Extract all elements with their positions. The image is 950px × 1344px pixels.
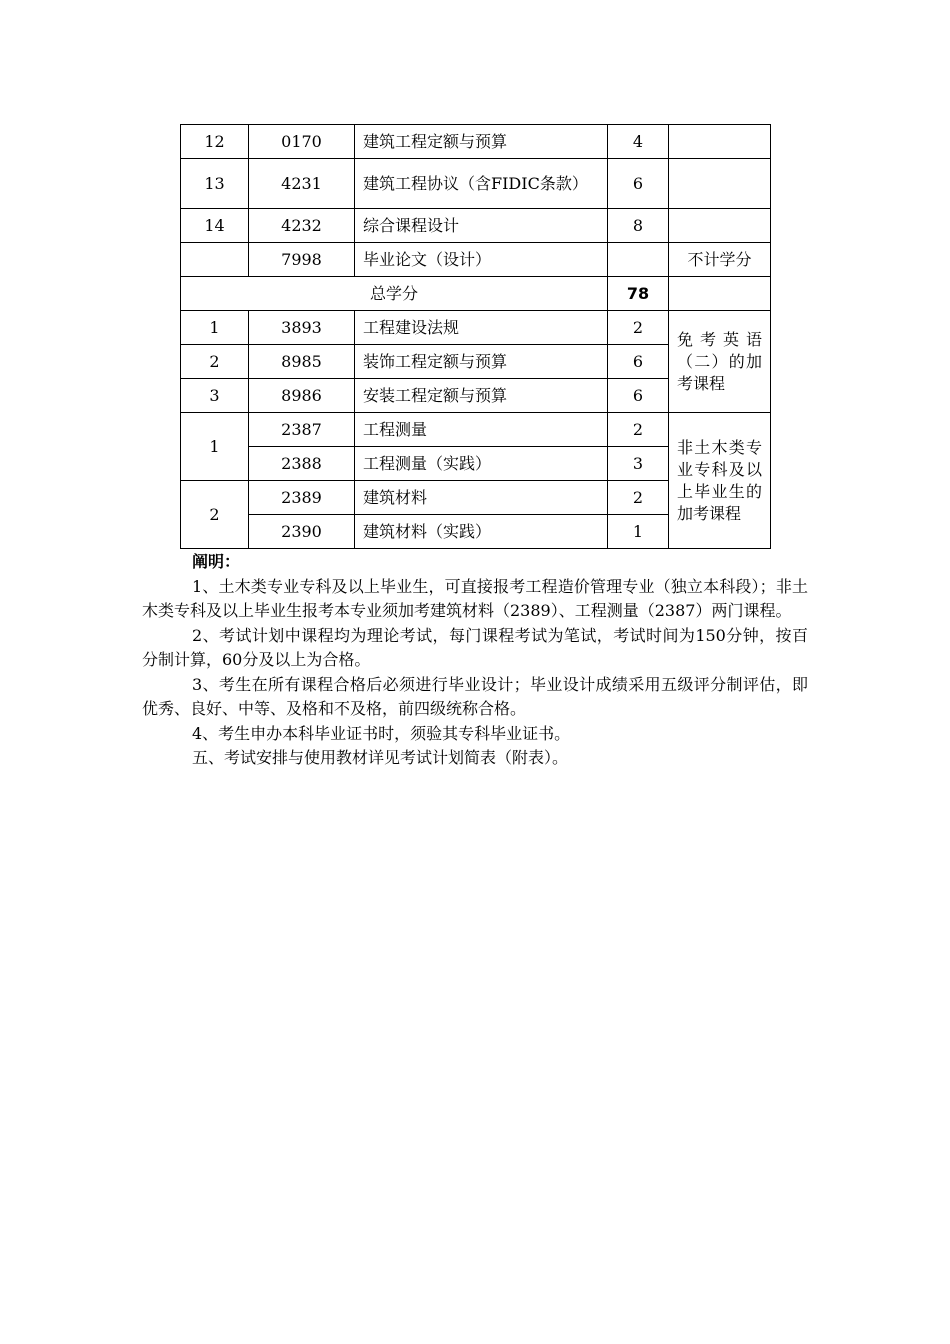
course-code: 8985	[249, 345, 355, 379]
course-name: 毕业论文（设计）	[355, 243, 608, 277]
english-exemption-note: 免考英语（二）的加考课程	[669, 311, 771, 413]
course-name: 建筑工程协议（含FIDIC条款）	[355, 159, 608, 209]
total-credits-value: 78	[608, 277, 669, 311]
course-code: 2390	[249, 515, 355, 549]
total-credits-label: 总学分	[181, 277, 608, 311]
table-row	[181, 311, 771, 345]
course-credit: 2	[608, 311, 669, 345]
course-credit: 2	[608, 413, 669, 447]
course-credit: 1	[608, 515, 669, 549]
notes-section	[142, 550, 808, 771]
course-note: 不计学分	[669, 243, 771, 277]
table-row	[181, 125, 771, 159]
course-note	[669, 159, 771, 209]
course-code: 3893	[249, 311, 355, 345]
total-credits-note	[669, 277, 771, 311]
course-name: 建筑材料	[355, 481, 608, 515]
note-paragraph: 1、土木类专业专科及以上毕业生，可直接报考工程造价管理专业（独立本科段）；非土木类专科及以上毕业生报考本专业须加考建筑材料（2389）、工程测量（2387）两门课程。	[142, 576, 808, 620]
note-paragraph: 3、考生在所有课程合格后必须进行毕业设计；毕业设计成绩采用五级评分制评估，即优秀、良好、中等、及格和不及格，前四级统称合格。	[142, 674, 808, 718]
course-code: 2387	[249, 413, 355, 447]
course-name: 建筑工程定额与预算	[355, 125, 608, 159]
course-code: 2388	[249, 447, 355, 481]
note-paragraph: 4、考生申办本科毕业证书时，须验其专科毕业证书。	[192, 723, 571, 743]
course-code: 4232	[249, 209, 355, 243]
course-credit: 6	[608, 159, 669, 209]
course-name: 装饰工程定额与预算	[355, 345, 608, 379]
course-number: 2	[181, 481, 249, 549]
course-name: 综合课程设计	[355, 209, 608, 243]
course-number: 14	[181, 209, 249, 243]
course-name: 建筑材料（实践）	[355, 515, 608, 549]
course-credit: 6	[608, 345, 669, 379]
note-paragraph: 五、考试安排与使用教材详见考试计划简表（附表）。	[192, 748, 569, 767]
course-name: 工程测量（实践）	[355, 447, 608, 481]
course-code: 2389	[249, 481, 355, 515]
course-credit: 3	[608, 447, 669, 481]
course-number	[181, 243, 249, 277]
notes-heading: 阐明：	[192, 552, 241, 571]
course-code: 4231	[249, 159, 355, 209]
course-number: 3	[181, 379, 249, 413]
course-number: 1	[181, 311, 249, 345]
course-name: 安装工程定额与预算	[355, 379, 608, 413]
course-credit: 6	[608, 379, 669, 413]
course-credit: 4	[608, 125, 669, 159]
course-note	[669, 125, 771, 159]
course-credit: 2	[608, 481, 669, 515]
course-code: 0170	[249, 125, 355, 159]
course-number: 12	[181, 125, 249, 159]
course-code: 7998	[249, 243, 355, 277]
course-plan-table	[180, 124, 771, 549]
course-number: 2	[181, 345, 249, 379]
course-code: 8986	[249, 379, 355, 413]
course-credit: 8	[608, 209, 669, 243]
table-row	[181, 159, 771, 209]
course-number: 13	[181, 159, 249, 209]
course-number: 1	[181, 413, 249, 481]
table-row	[181, 209, 771, 243]
course-credit	[608, 243, 669, 277]
course-name: 工程建设法规	[355, 311, 608, 345]
note-paragraph: 2、考试计划中课程均为理论考试，每门课程考试为笔试，考试时间为150分钟，按百分制计算，60分及以上为合格。	[142, 625, 808, 669]
table-row	[181, 413, 771, 447]
course-note	[669, 209, 771, 243]
total-credits-row	[181, 277, 771, 311]
course-name: 工程测量	[355, 413, 608, 447]
non-civil-graduates-note: 非土木类专业专科及以上毕业生的加考课程	[669, 413, 771, 549]
table-row	[181, 243, 771, 277]
